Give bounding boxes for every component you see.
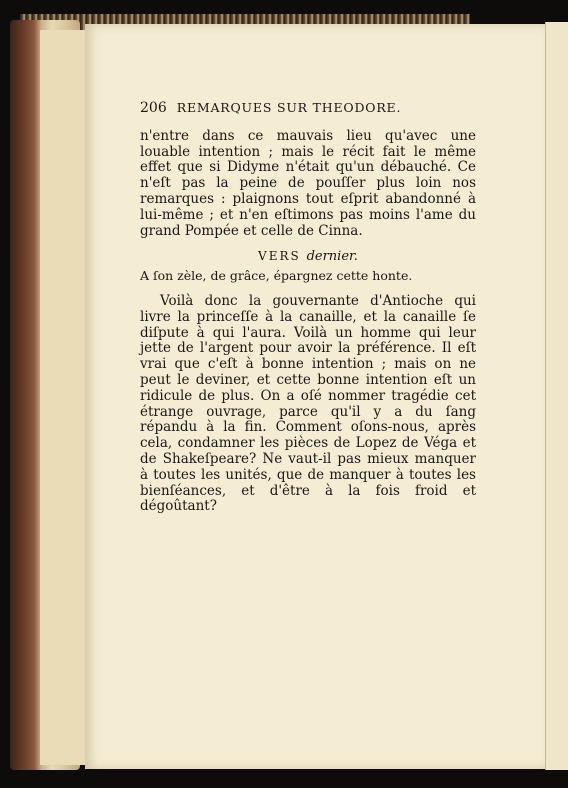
- running-head-title: REMARQUES SUR THEODORE.: [176, 100, 402, 115]
- paragraph-1: n'entre dans ce mauvais lieu qu'avec une louable intention ; mais le récit fait le même effet que si Didyme n'était qu'un débauché. Ce n'eſt pas la peine de pouſſer plus loin nos remarques : plaignons tout eſprit abandonné à lui-même ; et n'en eſtimons pas moins l'ame du grand Pompée et celle de Cinna.: [140, 127, 476, 239]
- page-text: [140, 100, 476, 515]
- paragraph-2: Voilà donc la gouvernante d'Antioche qui livre la princeſſe à la canaille, et la canaille ſe diſpute à qui l'aura. Voilà un homme qui leur jette de l'argent pour avoir la préférence. Il eſt vrai que c'eſt à bonne intention ; mais on ne peut le deviner, et cette bonne intention eſt un ridicule de plus. On a oſé nommer tragédie cet étrange ouvrage, parce qu'il y a du ſang répandu à la fin. Comment oſons-nous, après cela, condamner les pièces de Lopez de Véga et de Shakeſpeare? Ne vaut-il pas mieux manquer à toutes les unités, que de manquer à toutes les bienſéances, et d'être à la fois froid et dégoûtant?: [140, 292, 476, 515]
- page-number: 206: [140, 100, 167, 116]
- section-heading-caps: VERS: [258, 249, 301, 264]
- facing-page-edge: [545, 22, 568, 770]
- running-header: [140, 100, 476, 117]
- section-heading-italic: dernier.: [306, 249, 358, 265]
- section-heading: [140, 249, 476, 265]
- verse-line: A ſon zèle, de grâce, épargnez cette honte.: [140, 268, 413, 284]
